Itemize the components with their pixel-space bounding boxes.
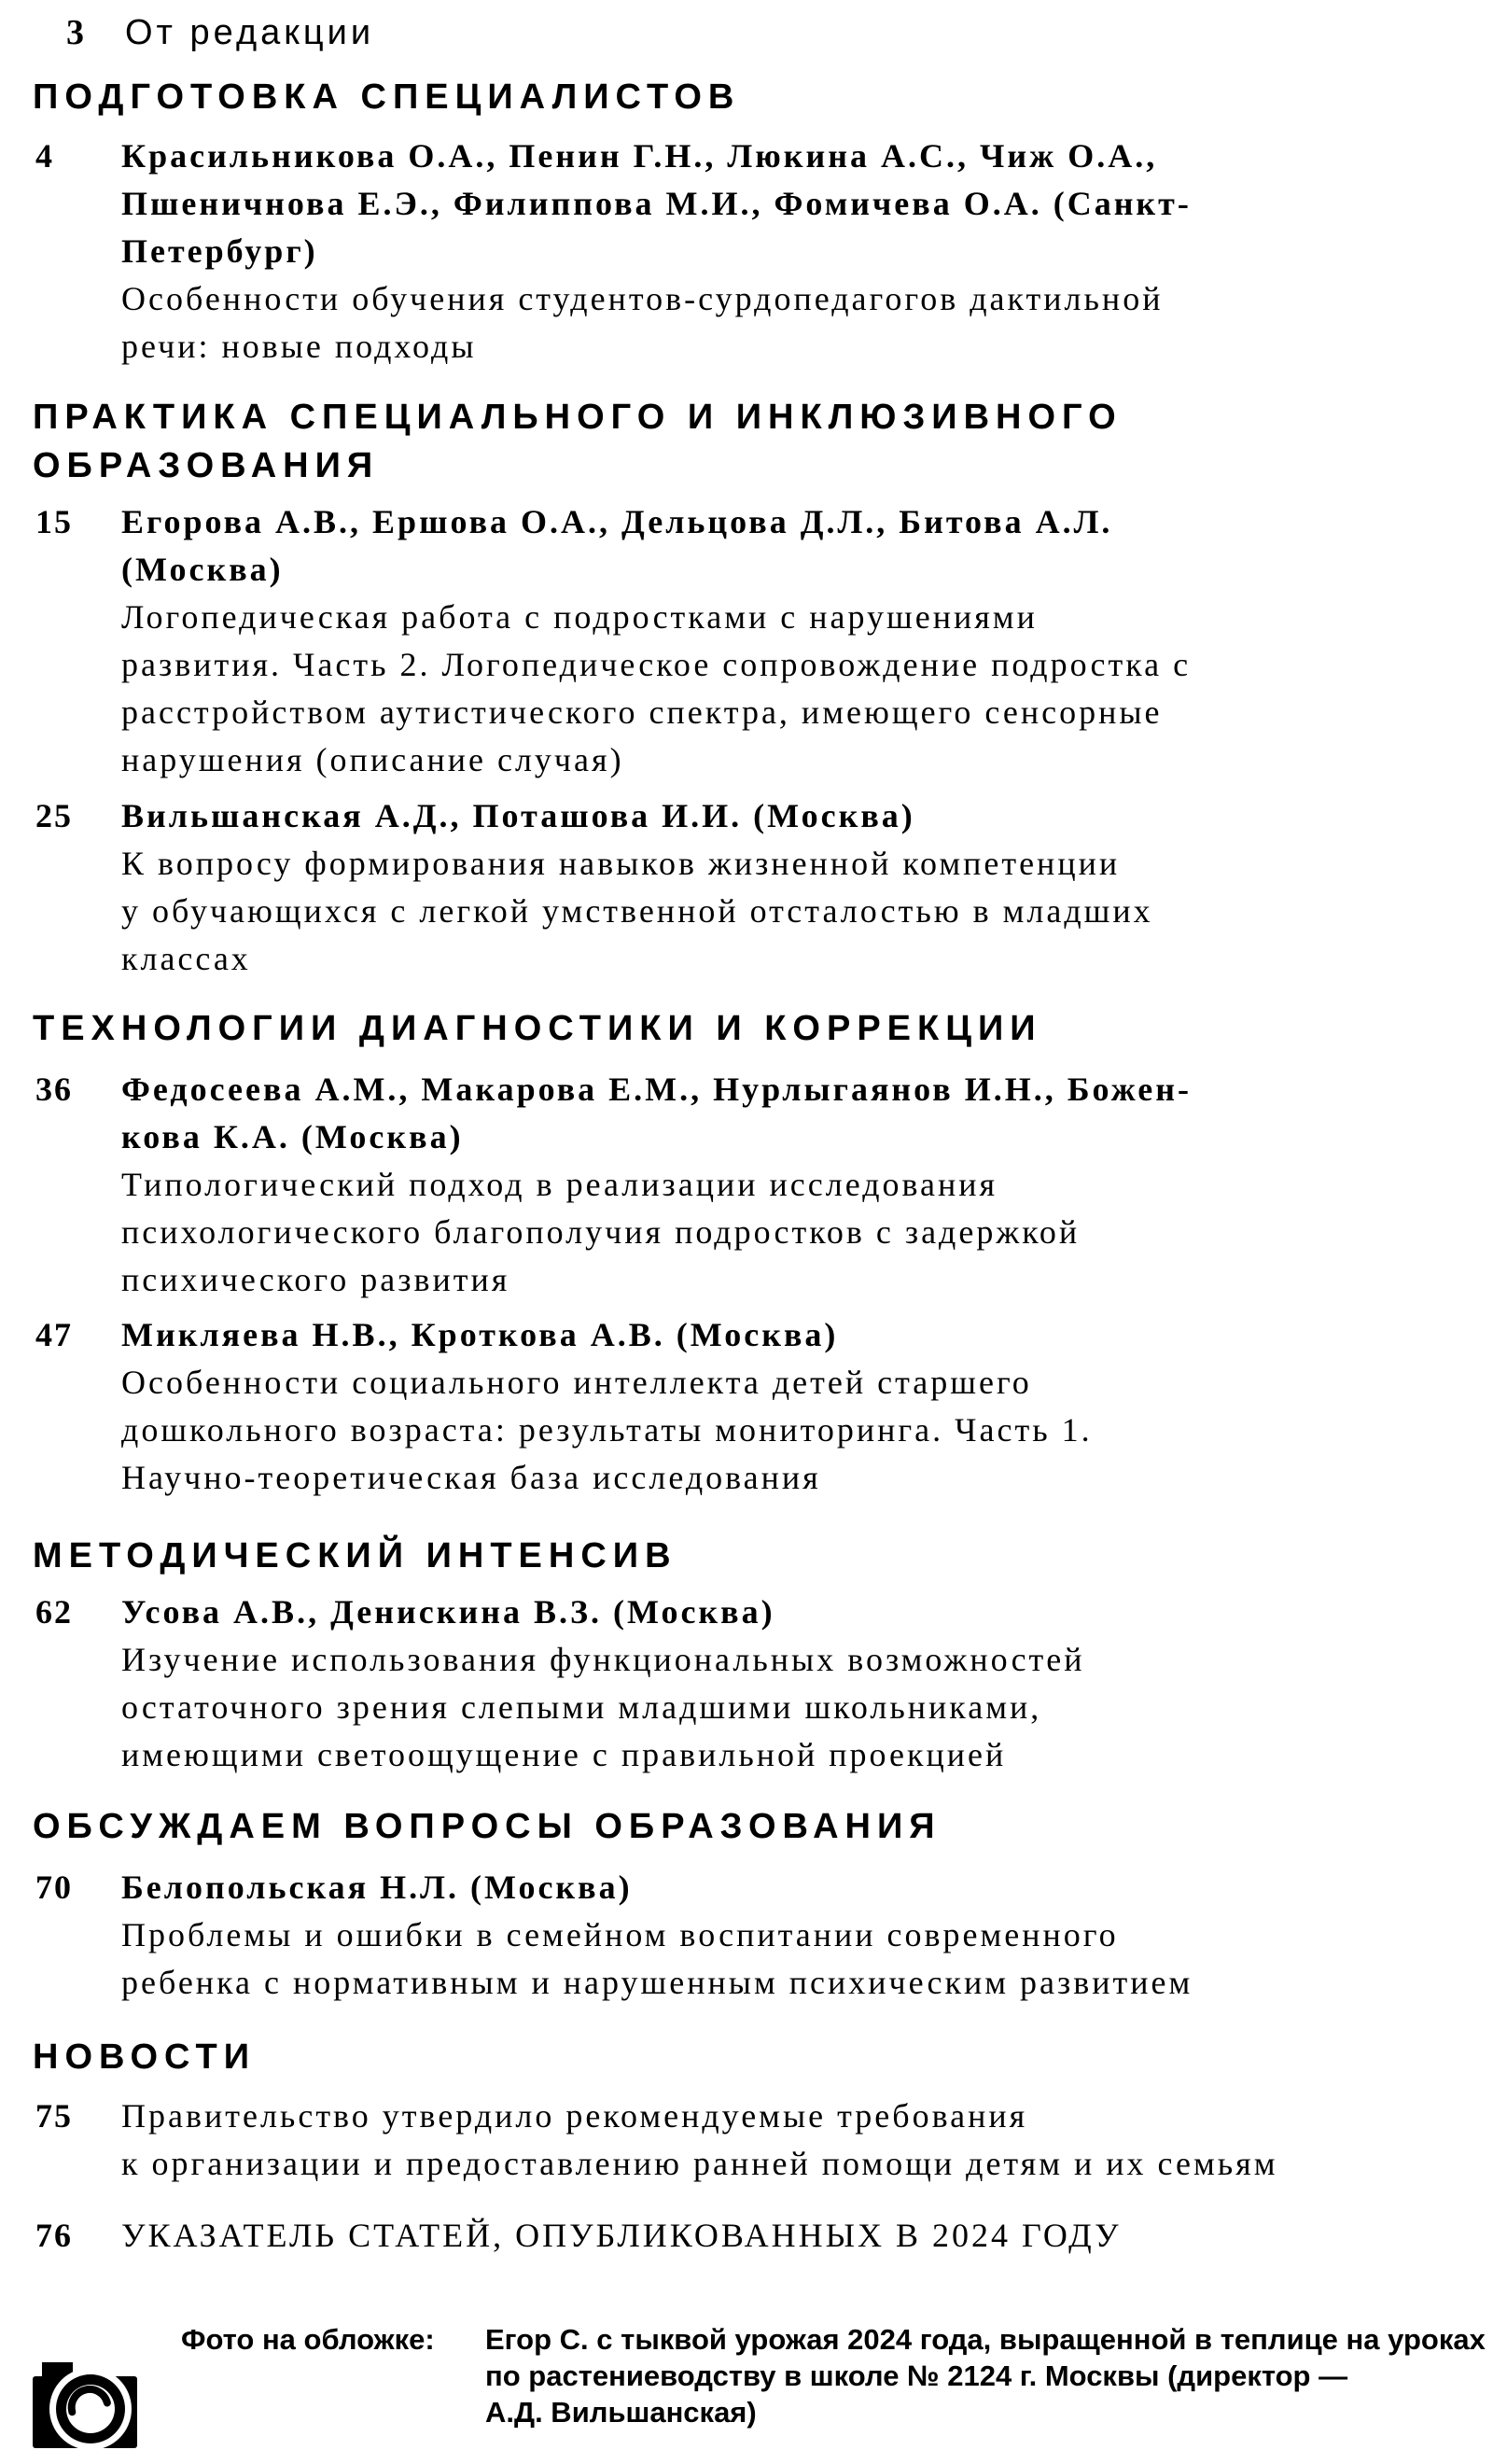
entry-page-number: 75 [35, 2097, 73, 2135]
toc-entry [0, 2093, 1493, 2188]
section-heading [33, 73, 740, 121]
entry-page-number: 4 [35, 137, 54, 175]
entry-authors-line: кова К.А. (Москва) [121, 1118, 464, 1155]
entry-title-line: у обучающихся с легкой умственной отсталостью в младших [121, 892, 1153, 930]
entry-authors [121, 1066, 1493, 1161]
entry-title-line: Правительство утвердило рекомендуемые требования [121, 2097, 1028, 2135]
entry-title [121, 2212, 1493, 2260]
entry-title [121, 275, 1493, 371]
entry-authors [121, 1864, 1493, 1911]
entry-authors-line: Белопольская Н.Л. (Москва) [121, 1869, 633, 1906]
entry-title-line: речи: новые подходы [121, 328, 477, 365]
toc-entry [0, 2212, 1493, 2260]
section-heading [33, 1802, 942, 1851]
entry-page-number: 15 [35, 503, 73, 540]
entry-authors-line: Красильникова О.А., Пенин Г.Н., Люкина А.С., Чиж О.А., [121, 137, 1158, 175]
section-heading-line: ОБРАЗОВАНИЯ [33, 446, 380, 485]
toc-entry [0, 1311, 1493, 1502]
entry-authors [121, 1589, 1493, 1636]
entry-title-line: классах [121, 940, 251, 977]
entry-title [121, 1161, 1493, 1304]
entry-page-number: 70 [35, 1869, 73, 1906]
entry-title-line: Особенности обучения студентов-сурдопедагогов дактильной [121, 280, 1164, 317]
camera-icon [33, 2362, 137, 2448]
section-heading-line: ПОДГОТОВКА СПЕЦИАЛИСТОВ [33, 77, 741, 117]
caption-text [485, 2321, 1486, 2430]
entry-page-number: 3 [66, 13, 86, 52]
entry-authors-line: Усова А.В., Денискина В.З. (Москва) [121, 1593, 775, 1631]
cover-photo-caption [181, 2321, 1486, 2430]
section-heading [33, 1532, 677, 1580]
entry-page-number: 62 [35, 1593, 73, 1631]
entry-title-line: психического развития [121, 1261, 510, 1298]
entry-title [121, 2093, 1493, 2188]
entry-authors-line: Микляева Н.В., Кроткова А.В. (Москва) [121, 1316, 839, 1353]
entry-title [121, 1911, 1493, 2007]
entry-title-line: к организации и предоставлению ранней помощи детям и их семьям [121, 2145, 1278, 2182]
caption-line: А.Д. Вильшанская) [485, 2396, 757, 2429]
section-heading-line: МЕТОДИЧЕСКИЙ ИНТЕНСИВ [33, 1536, 677, 1575]
entry-title [121, 594, 1493, 784]
entry-authors [121, 498, 1493, 594]
entry-authors-line: Егорова А.В., Ершова О.А., Дельцова Д.Л., Битова А.Л. [121, 503, 1113, 540]
entry-title-line: психологического благополучия подростков с задержкой [121, 1213, 1081, 1251]
entry-title-line: развития. Часть 2. Логопедическое сопровождение подростка с [121, 646, 1192, 683]
section-heading-line: ТЕХНОЛОГИИ ДИАГНОСТИКИ И КОРРЕКЦИИ [33, 1009, 1042, 1048]
toc-entry [0, 1066, 1493, 1304]
entry-title-line: Научно-теоретическая база исследования [121, 1459, 821, 1496]
entry-authors-line: Пшеничнова Е.Э., Филиппова М.И., Фомичева О.А. (Санкт- [121, 185, 1192, 222]
entry-page-number: 25 [35, 797, 73, 834]
caption-line: по растениеводству в школе № 2124 г. Москвы (директор — [485, 2359, 1348, 2392]
entry-title-line: К вопросу формирования навыков жизненной компетенции [121, 845, 1121, 882]
entry-authors [121, 1311, 1493, 1359]
section-heading [33, 2033, 256, 2081]
toc-entry [0, 1864, 1493, 2007]
entry-authors [121, 792, 1493, 840]
toc-entry [0, 498, 1493, 784]
entry-page-number: 47 [35, 1316, 73, 1353]
section-heading [33, 1004, 1042, 1053]
entry-title-line: Типологический подход в реализации исследования [121, 1166, 998, 1203]
front-item-label: От редакции [125, 13, 375, 52]
section-heading [33, 393, 1123, 490]
entry-title-line: Изучение использования функциональных возможностей [121, 1641, 1085, 1678]
entry-title [121, 1359, 1493, 1502]
caption-line: Егор С. с тыквой урожая 2024 года, выращенной в теплице на уроках [485, 2323, 1486, 2356]
entry-authors [121, 133, 1493, 275]
section-heading-line: ПРАКТИКА СПЕЦИАЛЬНОГО И ИНКЛЮЗИВНОГО [33, 398, 1123, 437]
entry-title-line: дошкольного возраста: результаты мониторинга. Часть 1. [121, 1411, 1093, 1449]
entry-title-line: Проблемы и ошибки в семейном воспитании современного [121, 1916, 1119, 1953]
entry-title [121, 840, 1493, 983]
entry-page-number: 36 [35, 1071, 73, 1108]
entry-authors-line: Вильшанская А.Д., Поташова И.И. (Москва) [121, 797, 915, 834]
entry-authors-line: Федосеева А.М., Макарова Е.М., Нурлыгаянов И.Н., Божен- [121, 1071, 1192, 1108]
entry-title-line: расстройством аутистического спектра, имеющего сенсорные [121, 693, 1163, 731]
entry-title [121, 1636, 1493, 1779]
entry-title-line: остаточного зрения слепыми младшими школьниками, [121, 1688, 1042, 1726]
entry-authors-line: (Москва) [121, 551, 284, 588]
entry-title-line: Особенности социального интеллекта детей старшего [121, 1364, 1032, 1401]
toc-entry [0, 133, 1493, 371]
entry-title-line: Логопедическая работа с подростками с нарушениями [121, 598, 1038, 636]
entry-title-line: имеющими светоощущение с правильной проекцией [121, 1736, 1007, 1773]
toc-front-item [0, 11, 1493, 54]
toc-entry [0, 1589, 1493, 1779]
caption-label: Фото на обложке: [181, 2323, 435, 2356]
section-heading-line: ОБСУЖДАЕМ ВОПРОСЫ ОБРАЗОВАНИЯ [33, 1807, 942, 1846]
entry-title-line: УКАЗАТЕЛЬ СТАТЕЙ, ОПУБЛИКОВАННЫХ В 2024 ГОДУ [121, 2217, 1122, 2254]
entry-page-number: 76 [35, 2217, 73, 2254]
entry-title-line: нарушения (описание случая) [121, 741, 624, 778]
toc-entry [0, 792, 1493, 983]
section-heading-line: НОВОСТИ [33, 2037, 257, 2077]
entry-title-line: ребенка с нормативным и нарушенным психическим развитием [121, 1964, 1193, 2001]
entry-authors-line: Петербург) [121, 232, 318, 270]
